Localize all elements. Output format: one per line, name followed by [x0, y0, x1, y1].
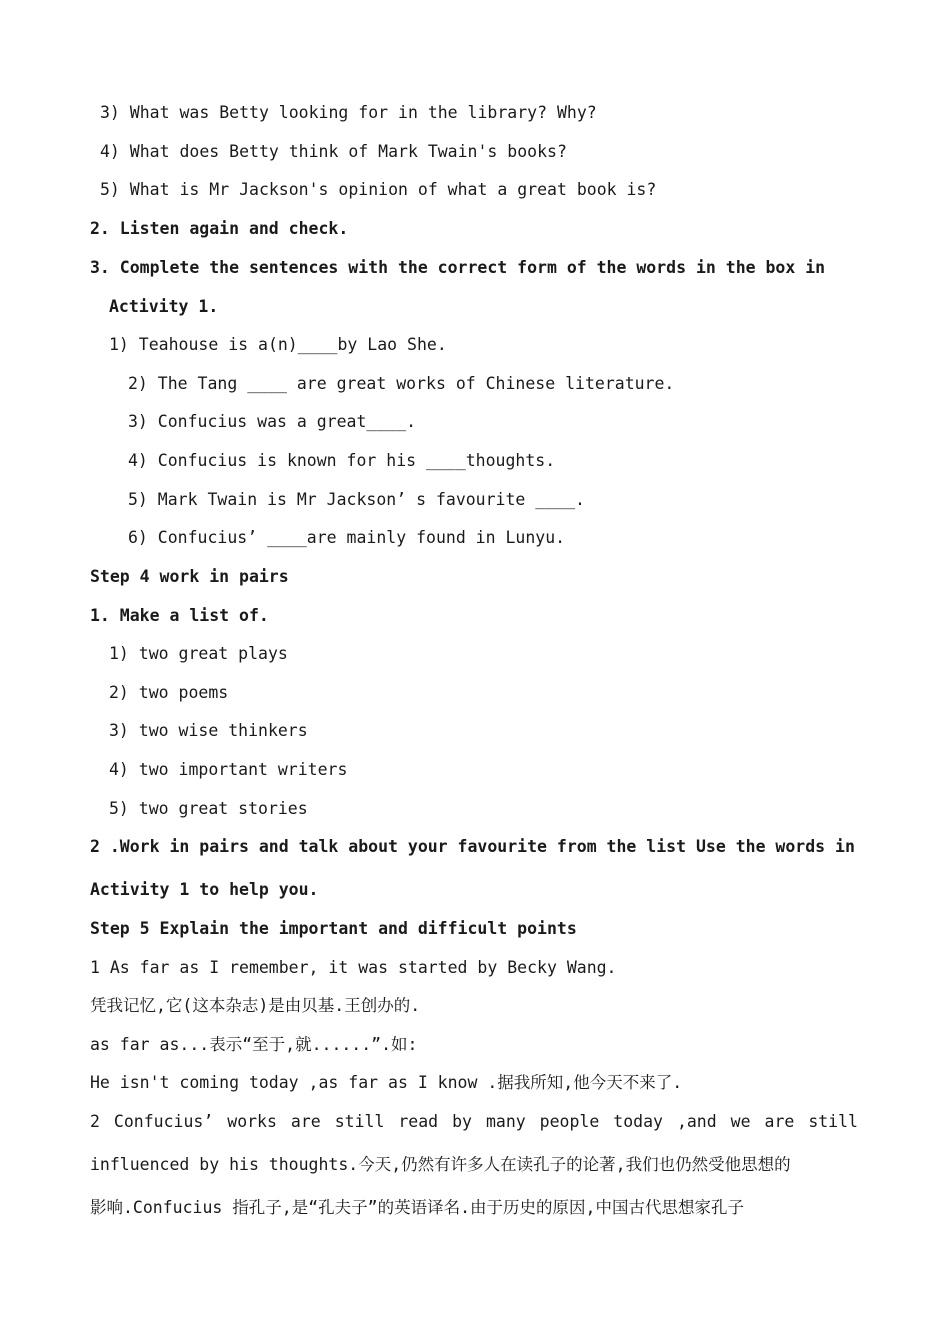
point1-chinese: 凭我记忆,它(这本杂志)是由贝基.王创办的.: [90, 996, 421, 1015]
complete-heading-line2: Activity 1.: [109, 297, 219, 316]
step4-heading: Step 4 work in pairs: [90, 567, 289, 586]
make-list-heading: 1. Make a list of.: [90, 606, 269, 625]
list-item-4: 4) two important writers: [109, 760, 348, 779]
point2-line3: 影响.Confucius 指孔子,是“孔夫子”的英语译名.由于历史的原因,中国古代思想家孔子: [90, 1198, 744, 1217]
listen-again-heading: 2. Listen again and check.: [90, 219, 349, 238]
point2-line2: influenced by his thoughts.今天,仍然有许多人在读孔子的论著,我们也仍然受他思想的: [90, 1155, 791, 1174]
question-4: 4) What does Betty think of Mark Twain's books?: [100, 142, 567, 161]
sentence-2: 2) The Tang ____ are great works of Chinese literature.: [128, 374, 675, 393]
sentence-4: 4) Confucius is known for his ____thoughts.: [128, 451, 556, 470]
sentence-5: 5) Mark Twain is Mr Jackson’ s favourite ____.: [128, 490, 585, 509]
point1-usage: as far as...表示“至于,就......”.如:: [90, 1035, 418, 1054]
point2-line1: 2 Confucius’ works are still read by many people today ,and we are still: [90, 1112, 858, 1131]
sentence-1: 1) Teahouse is a(n)____by Lao She.: [109, 335, 447, 354]
point1-example: He isn't coming today ,as far as I know .据我所知,他今天不来了.: [90, 1073, 683, 1092]
step5-heading: Step 5 Explain the important and difficult points: [90, 919, 577, 938]
list-item-5: 5) two great stories: [109, 799, 308, 818]
list-item-3: 3) two wise thinkers: [109, 721, 308, 740]
complete-heading-line1: 3. Complete the sentences with the correct form of the words in the box in: [90, 258, 826, 277]
list-item-2: 2) two poems: [109, 683, 229, 702]
sentence-6: 6) Confucius’ ____are mainly found in Lunyu.: [128, 528, 566, 547]
question-5: 5) What is Mr Jackson's opinion of what a great book is?: [100, 180, 657, 199]
sentence-3: 3) Confucius was a great____.: [128, 412, 417, 431]
point1-english: 1 As far as I remember, it was started by Becky Wang.: [90, 958, 617, 977]
question-3: 3) What was Betty looking for in the library? Why?: [100, 103, 597, 122]
work-pairs-line2: Activity 1 to help you.: [90, 880, 319, 899]
list-item-1: 1) two great plays: [109, 644, 288, 663]
work-pairs-line1: 2 .Work in pairs and talk about your favourite from the list Use the words in: [90, 837, 855, 856]
